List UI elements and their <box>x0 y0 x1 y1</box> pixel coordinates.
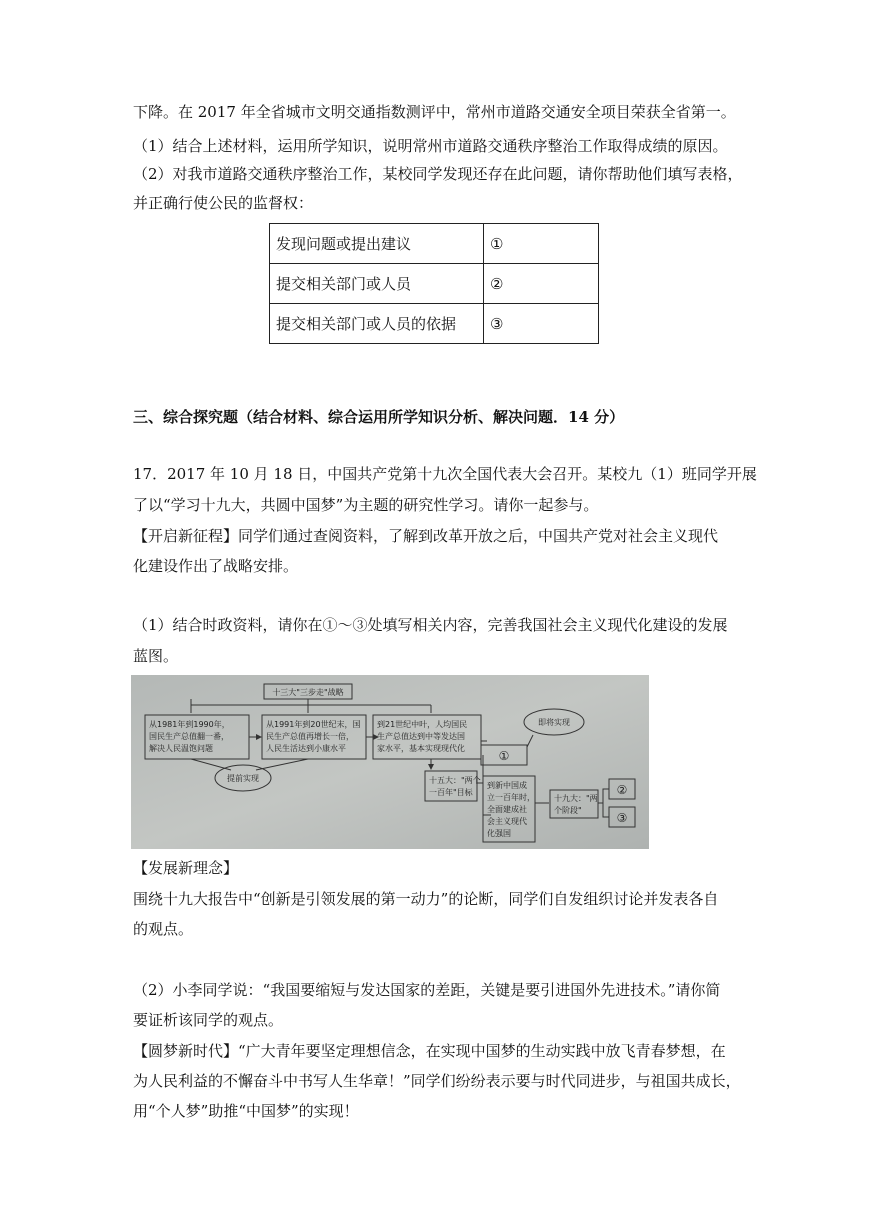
founding-line: 到新中国成 <box>487 781 527 790</box>
founding-line: 化强国 <box>487 829 511 838</box>
q16-part1: （1）结合上述材料，运用所学知识，说明常州市道路交通秩序整治工作取得成绩的原因。 <box>133 137 728 155</box>
table-label: 提交相关部门或人员 <box>270 264 484 304</box>
text-line: 并正确行使公民的监督权： <box>133 194 314 212</box>
dream-text: 【圆梦新时代】“广大青年要坚定理想信念，在实现中国梦的生动实践中放飞青春梦想，在 <box>133 1042 726 1060</box>
slot1: ① <box>498 749 510 763</box>
answer-table <box>269 223 599 344</box>
answer-cell[interactable]: ② <box>484 264 599 304</box>
q17-text: 17．2017 年 10 月 18 日，中国共产党第十九次全国代表大会召开。某校九（1）班同学开展 <box>133 465 757 483</box>
box1-line: 从1981年到1990年， <box>149 720 230 729</box>
dream-text: 为人民利益的不懈奋斗中书写人生华章！”同学们纷纷表示要与时代同进步，与祖国共成长， <box>133 1072 741 1090</box>
nineteen-line: 十九大："两 <box>554 794 598 803</box>
q17-text: 了以“学习十九大，共圆中国梦”为主题的研究性学习。请你一起参与。 <box>133 496 599 514</box>
blueprint-diagram-photo <box>131 675 649 849</box>
founding-line: 全面建成社 <box>487 805 527 814</box>
box1-line: 解决人民温饱问题 <box>149 744 213 753</box>
box2-line: 从1991年到20世纪末，国 <box>266 720 361 729</box>
box3-line: 到21世纪中叶，人均国民 <box>377 720 468 729</box>
soon-label: 即将实现 <box>538 718 570 727</box>
early-label: 提前实现 <box>227 774 259 783</box>
fifteen-line: 一百年"目标 <box>429 788 473 797</box>
box2-line: 人民生活达到小康水平 <box>266 744 346 753</box>
box3-line: 家水平，基本实现现代化 <box>377 744 465 753</box>
slot3: ③ <box>616 811 628 825</box>
section-title: 三、综合探究题（结合材料、综合运用所学知识分析、解决问题．14 分） <box>133 408 625 426</box>
q17-text: 化建设作出了战略安排。 <box>133 557 299 575</box>
q17-1-text: （1）结合时政资料，请你在①～③处填写相关内容，完善我国社会主义现代化建设的发展 <box>133 616 728 634</box>
text-line: 下降。在 2017 年全省城市文明交通指数测评中，常州市道路交通安全项目荣获全省第一。 <box>133 103 736 121</box>
fifteen-line: 十五大："两个 <box>429 776 481 785</box>
diagram-top: 十三大"三步走"战略 <box>272 688 344 697</box>
box3-line: 生产总值达到中等发达国 <box>377 732 465 741</box>
box2-line: 民生产总值再增长一倍， <box>266 732 354 741</box>
table-row <box>270 304 599 344</box>
dev-text: 的观点。 <box>133 920 194 938</box>
answer-cell[interactable]: ① <box>484 224 599 264</box>
q16-part2: （2）对我市道路交通秩序整治工作，某校同学发现还存在此问题，请你帮助他们填写表格， <box>133 165 743 183</box>
dev-text: 围绕十九大报告中“创新是引领发展的第一动力”的论断，同学们自发组织讨论并发表各自 <box>133 890 719 908</box>
box1-line: 国民生产总值翻一番， <box>149 732 229 741</box>
q17-2-text: （2）小李同学说：“我国要缩短与发达国家的差距，关键是要引进国外先进技术。”请你简 <box>133 981 721 999</box>
dev-heading: 【发展新理念】 <box>133 859 239 877</box>
dream-text: 用“个人梦”助推“中国梦”的实现！ <box>133 1102 359 1120</box>
table-row <box>270 264 599 304</box>
slot2: ② <box>616 783 628 797</box>
q17-text: 【开启新征程】同学们通过查阅资料，了解到改革开放之后，中国共产党对社会主义现代 <box>133 527 719 545</box>
founding-line: 立一百年时， <box>487 793 535 802</box>
q17-1-text: 蓝图。 <box>133 647 179 665</box>
answer-cell[interactable]: ③ <box>484 304 599 344</box>
table-label: 发现问题或提出建议 <box>270 224 484 264</box>
q17-2-text: 要证析该同学的观点。 <box>133 1011 284 1029</box>
table-row <box>270 224 599 264</box>
table-label: 提交相关部门或人员的依据 <box>270 304 484 344</box>
nineteen-line: 个阶段" <box>554 806 582 815</box>
founding-line: 会主义现代 <box>487 817 527 826</box>
